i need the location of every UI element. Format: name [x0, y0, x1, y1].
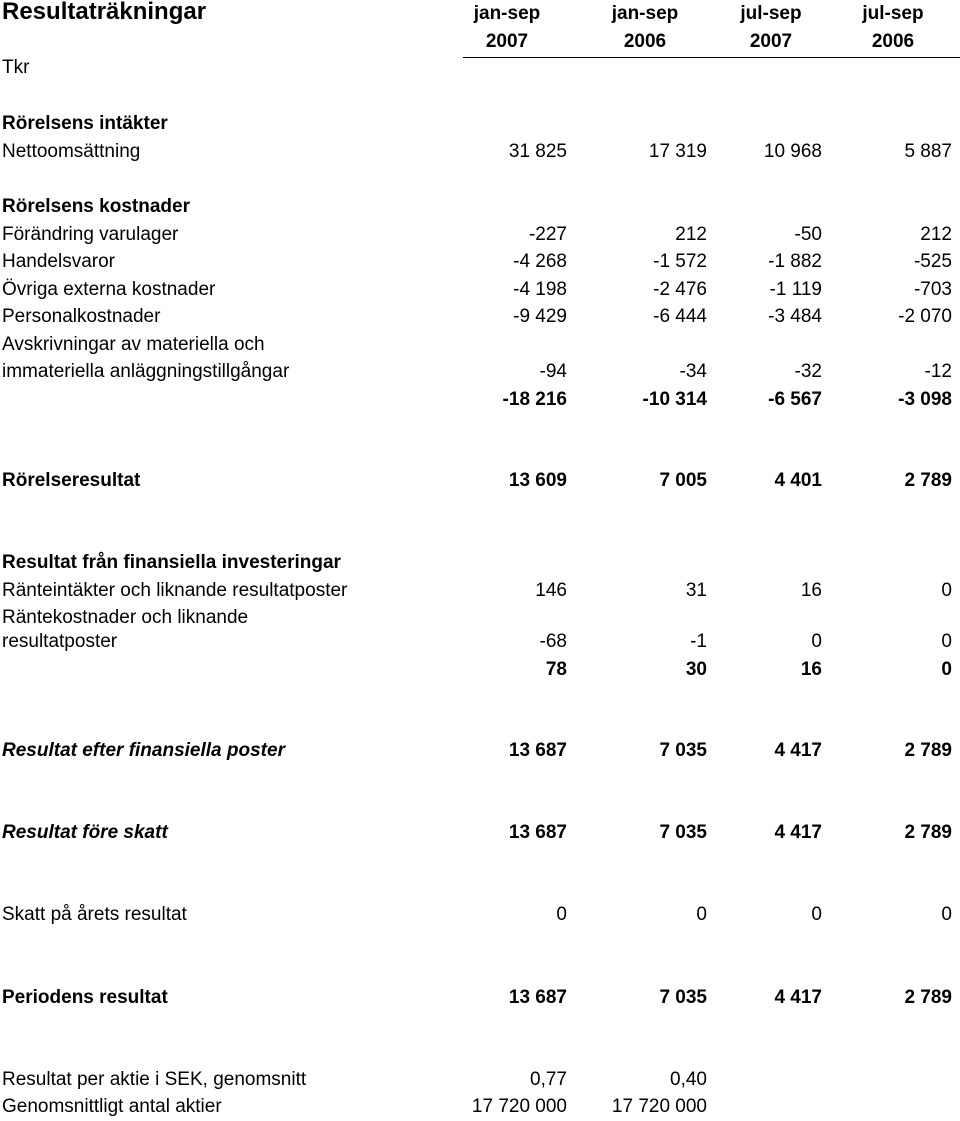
row-label: Rörelsens intäkter	[2, 113, 168, 134]
row-value-col-2: 17 720 000	[611, 1096, 707, 1117]
row-label: Genomsnittligt antal aktier	[2, 1096, 222, 1117]
row-value-col-1: -18 216	[502, 389, 567, 410]
row-value-col-3: -32	[794, 361, 822, 382]
row-label: Resultat per aktie i SEK, genomsnitt	[2, 1069, 307, 1090]
row-value-col-1: -94	[539, 361, 567, 382]
row-value-col-4: 0	[941, 659, 952, 680]
row-value-col-1: 146	[535, 580, 567, 601]
column-period: jan-sep	[473, 3, 541, 24]
row-value-col-1: -4 268	[513, 251, 567, 272]
table-row	[0, 358, 960, 385]
unit-label: Tkr	[2, 57, 30, 78]
row-value-col-2: 31	[685, 580, 707, 601]
row-label: Räntekostnader och liknande	[2, 607, 249, 628]
row-value-col-1: -68	[539, 631, 567, 652]
row-value-col-4: 2 789	[904, 740, 952, 761]
row-value-col-4: 2 789	[904, 822, 952, 843]
row-value-col-4: 0	[941, 631, 952, 652]
row-value-col-3: 4 401	[774, 470, 822, 491]
row-value-col-3: 16	[800, 580, 822, 601]
row-value-col-2: -1 572	[653, 251, 707, 272]
row-value-col-4: -703	[913, 279, 952, 300]
table-row	[0, 193, 960, 220]
row-label: immateriella anläggningstillgångar	[2, 361, 290, 382]
table-row	[0, 604, 960, 631]
table-row	[0, 138, 960, 165]
row-value-col-1: 0,77	[530, 1069, 567, 1090]
row-value-col-3: 0	[811, 631, 822, 652]
table-row	[0, 656, 960, 683]
row-value-col-3: 4 417	[774, 987, 822, 1008]
row-value-col-1: 13 687	[508, 987, 567, 1008]
row-value-col-3: 4 417	[774, 822, 822, 843]
table-row	[0, 819, 960, 846]
column-year: 2007	[485, 31, 529, 52]
table-row	[0, 248, 960, 275]
row-value-col-2: 7 005	[659, 470, 707, 491]
row-value-col-3: -50	[794, 224, 822, 245]
column-header-4	[838, 0, 948, 56]
row-value-col-4: 2 789	[904, 987, 952, 1008]
column-period: jan-sep	[611, 3, 679, 24]
row-value-col-4: -2 070	[898, 306, 952, 327]
row-value-col-3: 10 968	[763, 141, 822, 162]
row-value-col-3: -1 119	[769, 279, 822, 300]
row-label: Resultat efter finansiella poster	[2, 740, 285, 761]
row-value-col-2: -2 476	[653, 279, 707, 300]
table-row	[0, 737, 960, 764]
table-row	[0, 1093, 960, 1120]
row-value-col-2: -34	[679, 361, 707, 382]
table-row	[0, 901, 960, 928]
table-row	[0, 331, 960, 358]
column-header-2	[590, 0, 700, 56]
row-value-col-3: 0	[811, 904, 822, 925]
table-row	[0, 303, 960, 330]
table-row	[0, 467, 960, 494]
row-value-col-1: 0	[556, 904, 567, 925]
table-row	[0, 549, 960, 576]
row-label: Rörelseresultat	[2, 470, 141, 491]
table-row	[0, 1066, 960, 1093]
row-value-col-1: 13 687	[508, 822, 567, 843]
column-year: 2006	[623, 31, 667, 52]
column-period: jul-sep	[740, 3, 802, 24]
row-label: Personalkostnader	[2, 306, 161, 327]
row-value-col-1: 78	[545, 659, 567, 680]
row-value-col-1: 13 609	[508, 470, 567, 491]
row-value-col-2: -1	[690, 631, 707, 652]
row-value-col-1: 17 720 000	[471, 1096, 567, 1117]
row-label: Ränteintäkter och liknande resultatposter	[2, 580, 348, 601]
row-value-col-4: 5 887	[904, 141, 952, 162]
column-year: 2006	[871, 31, 915, 52]
column-period: jul-sep	[862, 3, 924, 24]
row-value-col-2: 0,40	[670, 1069, 707, 1090]
row-value-col-1: 13 687	[508, 740, 567, 761]
row-value-col-4: 2 789	[904, 470, 952, 491]
row-value-col-1: -9 429	[513, 306, 567, 327]
row-label: Förändring varulager	[2, 224, 179, 245]
table-row	[0, 386, 960, 413]
row-label: Periodens resultat	[2, 987, 168, 1008]
row-value-col-4: -12	[924, 361, 952, 382]
row-value-col-1: 31 825	[508, 141, 567, 162]
row-value-col-1: -4 198	[513, 279, 567, 300]
row-label: Skatt på årets resultat	[2, 904, 187, 925]
row-value-col-2: 212	[675, 224, 707, 245]
row-label: Övriga externa kostnader	[2, 279, 216, 300]
column-header-3	[716, 0, 826, 56]
row-value-col-2: 0	[696, 904, 707, 925]
row-label: Nettoomsättning	[2, 141, 141, 162]
column-year: 2007	[749, 31, 793, 52]
row-value-col-4: -3 098	[898, 389, 952, 410]
row-value-col-4: 0	[941, 580, 952, 601]
row-label: Rörelsens kostnader	[2, 196, 190, 217]
row-value-col-2: 30	[685, 659, 707, 680]
row-label: Handelsvaror	[2, 251, 115, 272]
row-label: Avskrivningar av materiella och	[2, 334, 265, 355]
row-value-col-2: 7 035	[659, 740, 707, 761]
table-row	[0, 110, 960, 137]
row-value-col-3: 4 417	[774, 740, 822, 761]
row-value-col-2: -10 314	[642, 389, 707, 410]
header-divider	[463, 57, 960, 58]
table-row	[0, 984, 960, 1011]
table-row	[0, 276, 960, 303]
column-header-1	[452, 0, 562, 56]
table-row	[0, 577, 960, 604]
row-value-col-2: 7 035	[659, 987, 707, 1008]
row-value-col-2: 17 319	[648, 141, 707, 162]
row-value-col-3: 16	[800, 659, 822, 680]
row-value-col-4: -525	[913, 251, 952, 272]
row-value-col-1: -227	[528, 224, 567, 245]
row-label: resultatposter	[2, 631, 118, 652]
row-value-col-3: -3 484	[768, 306, 822, 327]
page-title: Resultaträkningar	[2, 0, 207, 25]
row-value-col-3: -1 882	[768, 251, 822, 272]
table-row	[0, 628, 960, 655]
row-label: Resultat före skatt	[2, 822, 168, 843]
row-value-col-2: 7 035	[659, 822, 707, 843]
table-row	[0, 221, 960, 248]
row-value-col-4: 0	[941, 904, 952, 925]
row-value-col-2: -6 444	[653, 306, 707, 327]
row-value-col-4: 212	[920, 224, 952, 245]
row-label: Resultat från finansiella investeringar	[2, 552, 341, 573]
row-value-col-3: -6 567	[768, 389, 822, 410]
